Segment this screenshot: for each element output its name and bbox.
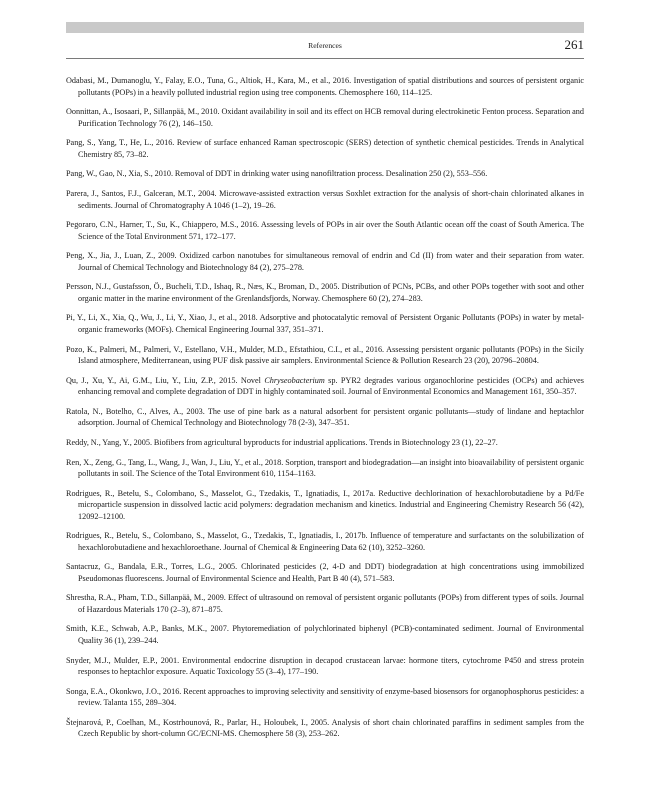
reference-entry-qu [66, 375, 584, 398]
page-number: 261 [564, 37, 584, 52]
reference-qu-italic: Chryseobacterium [264, 375, 325, 385]
reference-entry: Santacruz, G., Bandala, E.R., Torres, L.G., 2005. Chlorinated pesticides (2, 4-D and DDT) biodegradation at high concentrations using immobilized Pseudomonas fluorescens. Journal of Environmental Science and Health, Part B 40 (4), 571–583. [66, 562, 584, 583]
reference-entry: Pegoraro, C.N., Harner, T., Su, K., Chiappero, M.S., 2016. Assessing levels of POPs in air over the South Atlantic ocean off the coast of South America. The Science of the Total Environment 571, 172–177. [66, 220, 584, 241]
reference-entry: Songa, E.A., Okonkwo, J.O., 2016. Recent approaches to improving selectivity and sensitivity of enzyme-based biosensors for organophosphorus pesticides: a review. Talanta 155, 289–304. [66, 686, 584, 708]
reference-entry: Rodrigues, R., Betelu, S., Colombano, S., Masselot, G., Tzedakis, T., Ignatiadis, I., 2017b. Influence of temperature and surfactants on the solubilization of hexachlorobutadiene and hexachloroethane. Journal of Chemical & Engineering Data 62 (10), 3252–3260. [66, 531, 584, 552]
reference-entry: Odabasi, M., Dumanoglu, Y., Falay, E.O., Tuna, G., Altiok, H., Kara, M., et al., 2016. Investigation of spatial distributions and sources of persistent organic pollutants (POPs) in a heavily polluted industrial region using tree components. Chemosphere 160, 114–125. [66, 76, 584, 97]
running-title: References [308, 41, 342, 50]
reference-entry: Peng, X., Jia, J., Luan, Z., 2009. Oxidized carbon nanotubes for simultaneous removal of endrin and Cd (II) from water and their separation from water. Journal of Chemical Technology and Biotechnology 84 (2), 275–278. [66, 251, 584, 272]
reference-entry: Snyder, M.J., Mulder, E.P., 2001. Environmental endocrine disruption in decapod crustacean larvae: hormone titers, cytochrome P450 and stress protein responses to heptachlor exposure. Aquatic Toxicology 55 (3–4), 177–190. [66, 655, 584, 676]
reference-entry: Reddy, N., Yang, Y., 2005. Biofibers from agricultural byproducts for industrial applications. Trends in Biotechnology 23 (1), 22–27. [66, 437, 498, 447]
page-header [66, 36, 584, 59]
reference-entry: Pang, W., Gao, N., Xia, S., 2010. Removal of DDT in drinking water using nanofiltration process. Desalination 250 (2), 553–556. [66, 169, 488, 179]
header-bar [66, 22, 584, 33]
reference-list [66, 67, 584, 748]
reference-entry: Oonnittan, A., Isosaari, P., Sillanpää, M., 2010. Oxidant availability in soil and its effect on HCB removal during electrokinetic Fenton process. Separation and Purification Technology 76 (2), 146–150. [66, 107, 584, 128]
reference-entry: Rodrigues, R., Betelu, S., Colombano, S., Masselot, G., Tzedakis, T., Ignatiadis, I., 2017a. Reductive dechlorination of hexachlorobutadiene by a Pd/Fe microparticle suspension in dissolved lactic acid polymers: degradation mechanism and kinetics. Industrial and Engineering Chemistry Research 56 (42), 12092–12100. [66, 488, 584, 521]
reference-entry: Pi, Y., Li, X., Xia, Q., Wu, J., Li, Y., Xiao, J., et al., 2018. Adsorptive and photocatalytic removal of Persistent Organic Pollutants (POPs) in water by metal-organic frameworks (MOFs). Chemical Engineering Journal 337, 351–371. [66, 313, 584, 334]
reference-entry: Parera, J., Santos, F.J., Galceran, M.T., 2004. Microwave-assisted extraction versus Soxhlet extraction for the analysis of short-chain chlorinated alkanes in sediments. Journal of Chromatography A 1046 (1–2), 19–26. [66, 189, 584, 210]
reference-qu-after: sp. PYR2 degrades various organochlorine pesticides (OCPs) and achieves enhancing removal and complete degradation of DDT in highly contaminated soil. Journal of Environmental Economics and Management 161, 350–357. [78, 375, 584, 397]
reference-qu-before: Qu, J., Xu, Y., Ai, G.M., Liu, Y., Liu, Z.P., 2015. Novel [66, 375, 265, 385]
reference-entry: Shrestha, R.A., Pham, T.D., Sillanpää, M., 2009. Effect of ultrasound on removal of persistent organic pollutants (POPs) from different types of soils. Journal of Hazardous Materials 170 (2–3), 871–875. [66, 593, 584, 614]
reference-entry: Persson, N.J., Gustafsson, Ö., Bucheli, T.D., Ishaq, R., Næs, K., Broman, D., 2005. Distribution of PCNs, PCBs, and other POPs together with soot and other organic matter in the marine environment of the Grenlandsfjords, Norway. Chemosphere 60 (2), 274–283. [66, 282, 584, 303]
reference-entry: Ren, X., Zeng, G., Tang, L., Wang, J., Wan, J., Liu, Y., et al., 2018. Sorption, transport and biodegradation—an insight into bioavailability of persistent organic pollutants in soil. The Science of the Total Environment 610, 1154–1163. [66, 457, 584, 478]
reference-entry: Pang, S., Yang, T., He, L., 2016. Review of surface enhanced Raman spectroscopic (SERS) detection of synthetic chemical pesticides. Trends in Analytical Chemistry 85, 73–82. [66, 138, 584, 159]
reference-entry: Štejnarová, P., Coelhan, M., Kostrhounová, R., Parlar, H., Holoubek, I., 2005. Analysis of short chain chlorinated paraffins in sediment samples from the Czech Republic by short-column GC/ECNI-MS. Chemosphere 58 (3), 253–262. [66, 717, 584, 739]
reference-entry: Ratola, N., Botelho, C., Alves, A., 2003. The use of pine bark as a natural adsorbent for persistent organic pollutants—study of lindane and heptachlor adsorption. Journal of Chemical Technology and Biotechnology 78 (2-3), 347–351. [66, 406, 584, 428]
reference-entry: Smith, K.E., Schwab, A.P., Banks, M.K., 2007. Phytoremediation of polychlorinated biphenyl (PCB)-contaminated sediment. Journal of Environmental Quality 36 (1), 239–244. [66, 624, 584, 645]
reference-entry: Pozo, K., Palmeri, M., Palmeri, V., Estellano, V.H., Mulder, M.D., Efstathiou, C.I., et al., 2016. Assessing persistent organic pollutants (POPs) in the Sicily Island atmosphere, Mediterranean, using PUF disk passive air samplers. Environmental Science & Pollution Research 23 (20), 20796–20804. [66, 344, 584, 366]
